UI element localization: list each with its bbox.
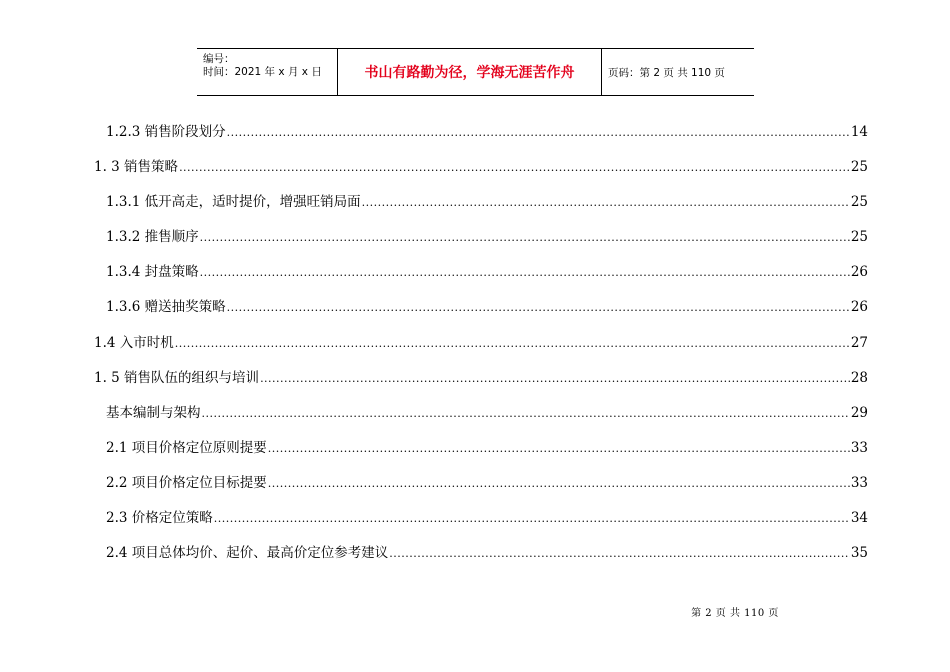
toc-entry-page: 27 [850,335,868,351]
time-label: 时间：2021 年 x 月 x 日 [203,66,322,78]
toc-dot-leader [227,298,850,318]
toc-dot-leader [268,474,850,494]
toc-dot-leader [175,334,850,354]
toc-entry-label: 基本编制与架构 [106,405,201,421]
motto-text: 书山有路勤为径，学海无涯苦作舟 [364,65,575,81]
number-label: 编号： [203,53,235,65]
toc-entry-page: 14 [850,124,868,140]
toc-entry-page: 34 [850,510,868,526]
toc-dot-leader [389,544,850,564]
toc-entry[interactable] [94,157,868,177]
toc-entry[interactable] [106,262,868,282]
toc-entry-label: 1.3.2 推售顺序 [106,229,199,245]
toc-entry-label: 1.3.1 低开高走，适时提价，增强旺销局面 [106,194,361,210]
toc-entry-label: 2.2 项目价格定位目标提要 [106,475,267,491]
toc-entry-page: 25 [850,159,868,175]
toc-entry-page: 33 [850,475,868,491]
page-header [197,48,754,96]
toc-entry-page: 35 [850,545,868,561]
toc-entry-page: 26 [850,299,868,315]
toc-entry[interactable] [106,473,868,493]
page-info-text: 页码：第 2 页 共 110 页 [608,66,725,79]
toc-entry[interactable] [106,192,868,212]
toc-entry-label: 1.4 入市时机 [94,335,174,351]
toc-entry[interactable] [94,333,868,353]
toc-entry-page: 25 [850,194,868,210]
toc-dot-leader [227,123,850,143]
toc-entry-label: 1.3.6 赠送抽奖策略 [106,299,226,315]
toc-dot-leader [362,193,850,213]
toc-dot-leader [268,439,850,459]
toc-dot-leader [260,369,850,389]
toc-entry[interactable] [106,438,868,458]
toc-entry-label: 2.1 项目价格定位原则提要 [106,440,267,456]
toc-entry[interactable] [106,508,868,528]
toc-entry[interactable] [106,122,868,142]
toc-entry[interactable] [106,227,868,247]
toc-entry[interactable] [106,403,868,423]
toc-entry-page: 25 [850,229,868,245]
toc-dot-leader [202,404,850,424]
header-meta [197,49,338,95]
toc-dot-leader [179,158,850,178]
toc-entry-page: 26 [850,264,868,280]
toc-entry[interactable] [106,297,868,317]
toc-entry-label: 2.4 项目总体均价、起价、最高价定位参考建议 [106,545,389,561]
header-motto [338,49,602,95]
toc-entry-label: 1. 3 销售策略 [94,159,179,175]
toc-entry-label: 1.3.4 封盘策略 [106,264,199,280]
header-page-info [602,49,754,95]
toc-entry-page: 29 [850,405,868,421]
footer-page-number: 第 2 页 共 110 页 [691,608,779,619]
toc-entry-page: 33 [850,440,868,456]
toc-dot-leader [200,263,850,283]
toc-entry-label: 2.3 价格定位策略 [106,510,213,526]
toc-entry[interactable] [106,543,868,563]
toc-dot-leader [214,509,850,529]
toc-entry-label: 1. 5 销售队伍的组织与培训 [94,370,260,386]
page-footer [0,604,950,619]
toc-entry-page: 28 [850,370,868,386]
toc-entry[interactable] [94,368,868,388]
toc-entry-label: 1.2.3 销售阶段划分 [106,124,226,140]
toc-dot-leader [200,228,850,248]
